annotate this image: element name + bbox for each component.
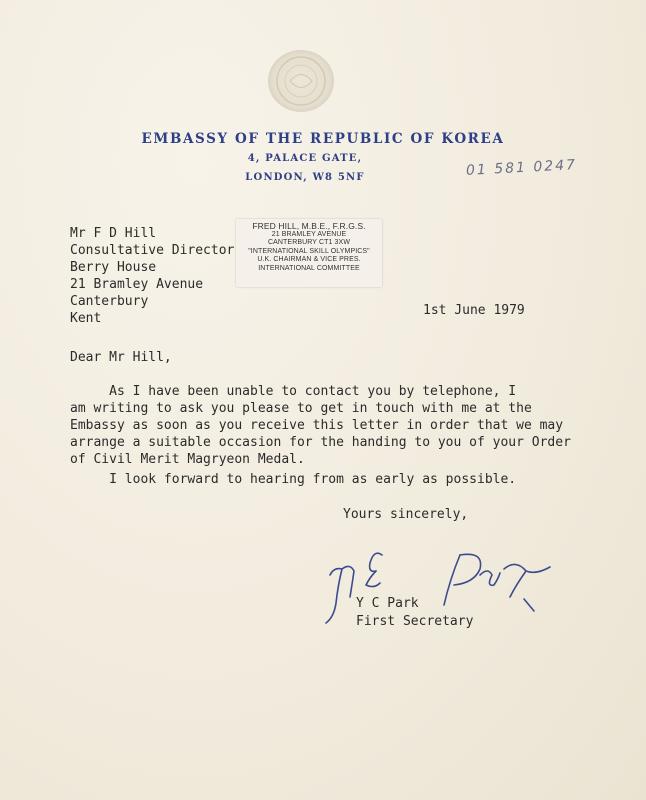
- letterhead-embassy-name: EMBASSY OF THE REPUBLIC OF KOREA: [141, 131, 505, 147]
- closing: Yours sincerely,: [343, 507, 469, 522]
- body-line: Embassy as soon as you receive this letter in order that we may: [70, 418, 564, 433]
- label-name: FRED HILL, M.B.E., F.R.G.S.: [252, 221, 366, 231]
- recipient-line: Berry House: [70, 260, 157, 275]
- body-line: of Civil Merit Magryeon Medal.: [70, 452, 305, 467]
- recipient-line: Canterbury: [70, 294, 149, 309]
- address-sticker-label: [236, 219, 382, 287]
- letter-date: 1st June 1979: [423, 303, 525, 318]
- signatory-title: First Secretary: [356, 614, 474, 629]
- label-line: 21 BRAMLEY AVENUE: [271, 230, 347, 238]
- recipient-line: Mr F D Hill: [70, 226, 157, 241]
- label-line: "INTERNATIONAL SKILL OLYMPICS": [248, 247, 370, 255]
- recipient-line: Consultative Director: [70, 243, 235, 258]
- letterhead-street: 4, PALACE GATE,: [247, 153, 363, 164]
- letterhead-city: LONDON, W8 5NF: [245, 172, 365, 183]
- salutation: Dear Mr Hill,: [70, 350, 172, 365]
- body-line: As I have been unable to contact you by telephone, I: [70, 384, 517, 399]
- embassy-seal-emblem: [268, 50, 334, 112]
- label-line: INTERNATIONAL COMMITTEE: [258, 264, 360, 272]
- body-paragraph-2: I look forward to hearing from as early as possible.: [70, 472, 517, 487]
- recipient-line: Kent: [70, 311, 102, 326]
- label-line: CANTERBURY CT1 3XW: [267, 239, 351, 247]
- label-line: U.K. CHAIRMAN & VICE PRES.: [257, 256, 361, 264]
- body-line: am writing to ask you please to get in touch with me at the: [70, 401, 532, 416]
- signatory-name: Y C Park: [356, 596, 419, 611]
- handwritten-phone-note: 01 581 0247: [465, 157, 578, 179]
- recipient-line: 21 Bramley Avenue: [70, 277, 204, 292]
- body-line: arrange a suitable occasion for the handing to you of your Order: [70, 435, 571, 450]
